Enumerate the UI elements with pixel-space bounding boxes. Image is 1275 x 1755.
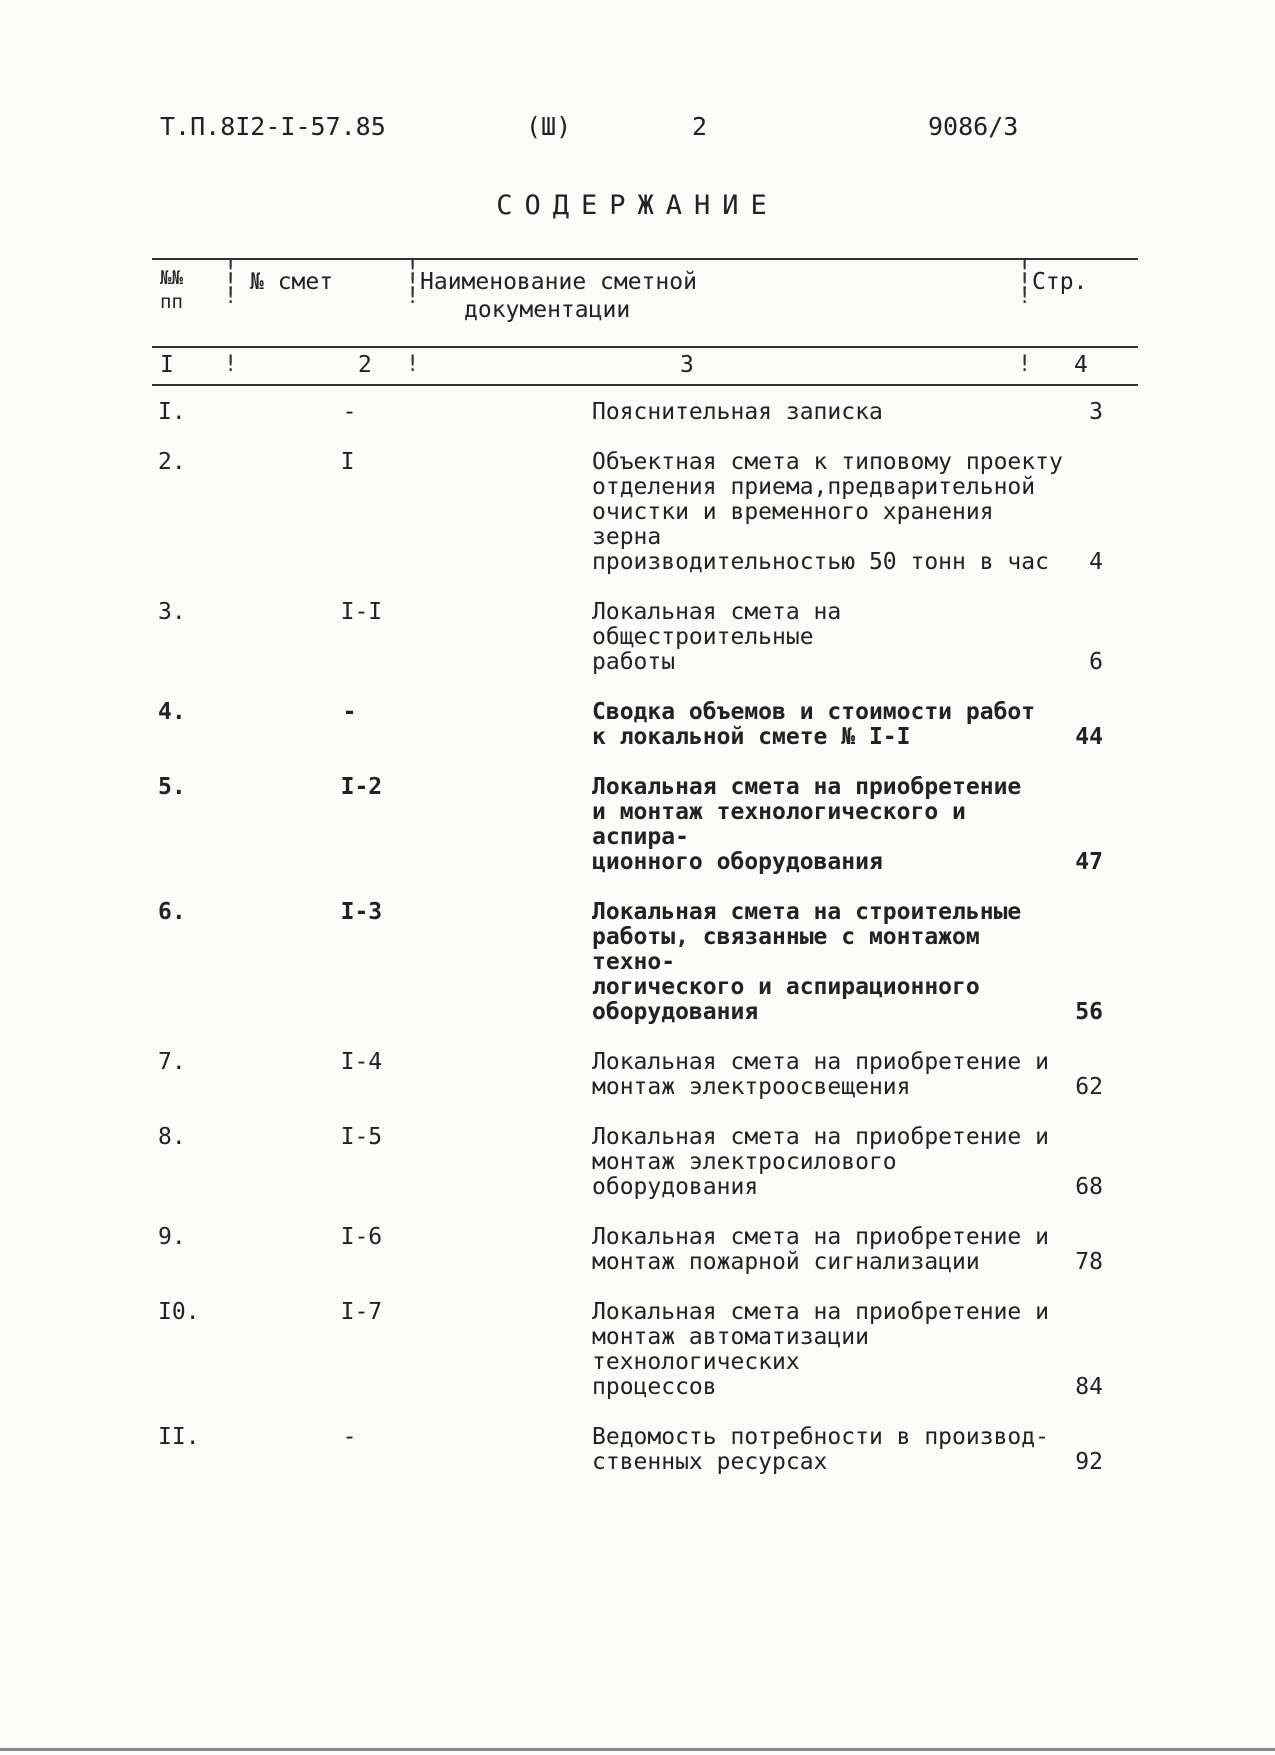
row-page: 62 bbox=[1075, 1074, 1103, 1100]
row-title-line: монтаж электросилового оборудования bbox=[592, 1149, 897, 1200]
page-number: 2 bbox=[692, 112, 708, 141]
row-title-line: очистки и временного хранения зерна bbox=[592, 499, 994, 550]
row-title bbox=[434, 775, 1075, 900]
row-page: 68 bbox=[1075, 1174, 1103, 1200]
row-page: 3 bbox=[1089, 399, 1103, 425]
row-title-line: Пояснительная записка bbox=[592, 399, 883, 425]
row-number: 5. bbox=[158, 774, 186, 800]
row-title bbox=[434, 600, 1075, 700]
row-title-line: работы bbox=[592, 649, 676, 675]
table-row bbox=[158, 700, 1103, 775]
column-header-estimate: № смет bbox=[250, 269, 334, 295]
row-title bbox=[434, 700, 1075, 775]
table-top-rule bbox=[152, 258, 1138, 260]
row-title bbox=[434, 400, 1075, 450]
row-page: 92 bbox=[1075, 1449, 1103, 1475]
column-header-page: Стр. bbox=[1032, 269, 1088, 295]
column-index-2: 2 bbox=[358, 352, 372, 378]
row-title bbox=[434, 1050, 1075, 1125]
row-page: 6 bbox=[1089, 649, 1103, 675]
column-separator: ! ! ! bbox=[224, 256, 238, 309]
column-index-3: 3 bbox=[680, 352, 694, 378]
table-row bbox=[158, 1300, 1103, 1425]
column-separator: ! bbox=[224, 352, 238, 377]
row-title-line: монтаж автоматизации технологических bbox=[592, 1324, 869, 1375]
row-title-line: производительностью 50 тонн в час bbox=[592, 549, 1049, 575]
row-title-line: Сводка объемов и стоимости работ bbox=[592, 699, 1036, 725]
table-row bbox=[158, 600, 1103, 700]
table-header-rule bbox=[152, 346, 1138, 348]
row-title bbox=[434, 900, 1075, 1050]
row-page: 84 bbox=[1075, 1374, 1103, 1400]
row-number: 2. bbox=[158, 449, 186, 475]
row-title bbox=[434, 1225, 1075, 1300]
table-index-rule bbox=[152, 384, 1138, 386]
row-number: 8. bbox=[158, 1124, 186, 1150]
row-number: II. bbox=[158, 1424, 200, 1450]
row-page: 4 bbox=[1089, 549, 1103, 575]
table-row bbox=[158, 400, 1103, 450]
row-page: 44 bbox=[1075, 724, 1103, 750]
column-separator: ! ! ! bbox=[406, 256, 420, 309]
row-title-line: Локальная смета на приобретение и bbox=[592, 1049, 1049, 1075]
row-estimate-number: - bbox=[342, 1424, 357, 1450]
row-title-line: Локальная смета на приобретение и bbox=[592, 1124, 1049, 1150]
document-mark: (Ш) bbox=[526, 112, 572, 141]
page-title: СОДЕРЖАНИЕ bbox=[496, 190, 779, 221]
row-number: 9. bbox=[158, 1224, 186, 1250]
row-estimate-number: I-2 bbox=[340, 774, 383, 800]
column-index-4: 4 bbox=[1074, 352, 1088, 378]
row-title-line: Локальная смета на приобретение и bbox=[592, 1224, 1049, 1250]
row-title-line: Объектная смета к типовому проекту bbox=[592, 449, 1063, 475]
row-title-line: отделения приема,предварительной bbox=[592, 474, 1036, 500]
row-title-line: процессов bbox=[592, 1374, 717, 1400]
table-row bbox=[158, 450, 1103, 600]
document-code: Т.П.8I2-I-57.85 bbox=[160, 112, 386, 141]
row-page: 47 bbox=[1075, 849, 1103, 875]
row-number: 6. bbox=[158, 899, 186, 925]
row-estimate-number: I-I bbox=[340, 599, 383, 625]
row-title-line: логического и аспирационного bbox=[592, 974, 980, 1000]
row-title-line: ционного оборудования bbox=[592, 849, 883, 875]
row-estimate-number: I-7 bbox=[340, 1299, 383, 1325]
row-title-line: и монтаж технологического и аспира- bbox=[592, 799, 966, 850]
row-title-line: Ведомость потребности в производ- bbox=[592, 1424, 1049, 1450]
column-separator: ! bbox=[1018, 352, 1032, 377]
row-title-line: монтаж электроосвещения bbox=[592, 1074, 911, 1100]
column-header-name bbox=[420, 268, 697, 324]
row-number: 7. bbox=[158, 1049, 186, 1075]
row-estimate-number: I-6 bbox=[340, 1224, 383, 1250]
row-estimate-number: I bbox=[340, 449, 355, 475]
contents-table bbox=[158, 400, 1103, 1500]
row-title bbox=[434, 1425, 1075, 1500]
row-estimate-number: I-5 bbox=[340, 1124, 383, 1150]
row-title-line: оборудования bbox=[592, 999, 759, 1025]
row-title-line: ственных ресурсах bbox=[592, 1449, 828, 1475]
row-title-line: к локальной смете № I-I bbox=[592, 724, 911, 750]
row-page: 56 bbox=[1075, 999, 1103, 1025]
table-row bbox=[158, 1225, 1103, 1300]
row-title bbox=[434, 1125, 1075, 1225]
row-estimate-number: - bbox=[342, 399, 357, 425]
table-row bbox=[158, 1425, 1103, 1500]
column-header-no-line2: пп bbox=[160, 291, 183, 313]
column-index-1: I bbox=[160, 352, 174, 378]
row-number: I. bbox=[158, 399, 186, 425]
document-number: 9086/3 bbox=[928, 112, 1019, 141]
row-estimate-number: - bbox=[342, 699, 357, 725]
column-header-no-line1: №№ bbox=[160, 267, 183, 289]
row-title bbox=[434, 1300, 1075, 1425]
row-title-line: Локальная смета на приобретение и bbox=[592, 1299, 1049, 1325]
table-row bbox=[158, 775, 1103, 900]
page-bottom-edge bbox=[0, 1748, 1275, 1751]
row-title-line: Локальная смета на приобретение bbox=[592, 774, 1022, 800]
table-row bbox=[158, 1050, 1103, 1125]
table-row bbox=[158, 1125, 1103, 1225]
row-title-line: Локальная смета на строительные bbox=[592, 899, 1022, 925]
column-separator: ! ! ! bbox=[1018, 256, 1032, 309]
column-header-name-line2: документации bbox=[464, 297, 631, 323]
row-number: 3. bbox=[158, 599, 186, 625]
row-page: 78 bbox=[1075, 1249, 1103, 1275]
row-estimate-number: I-4 bbox=[340, 1049, 383, 1075]
table-row bbox=[158, 900, 1103, 1050]
column-header-no bbox=[160, 266, 183, 314]
row-title-line: монтаж пожарной сигнализации bbox=[592, 1249, 980, 1275]
column-separator: ! bbox=[406, 352, 420, 377]
row-title bbox=[434, 450, 1075, 600]
row-estimate-number: I-3 bbox=[340, 899, 383, 925]
row-number: I0. bbox=[158, 1299, 200, 1325]
column-header-name-line1: Наименование сметной bbox=[420, 269, 697, 295]
row-title-line: работы, связанные с монтажом техно- bbox=[592, 924, 980, 975]
row-number: 4. bbox=[158, 699, 186, 725]
row-title-line: Локальная смета на общестроительные bbox=[592, 599, 842, 650]
